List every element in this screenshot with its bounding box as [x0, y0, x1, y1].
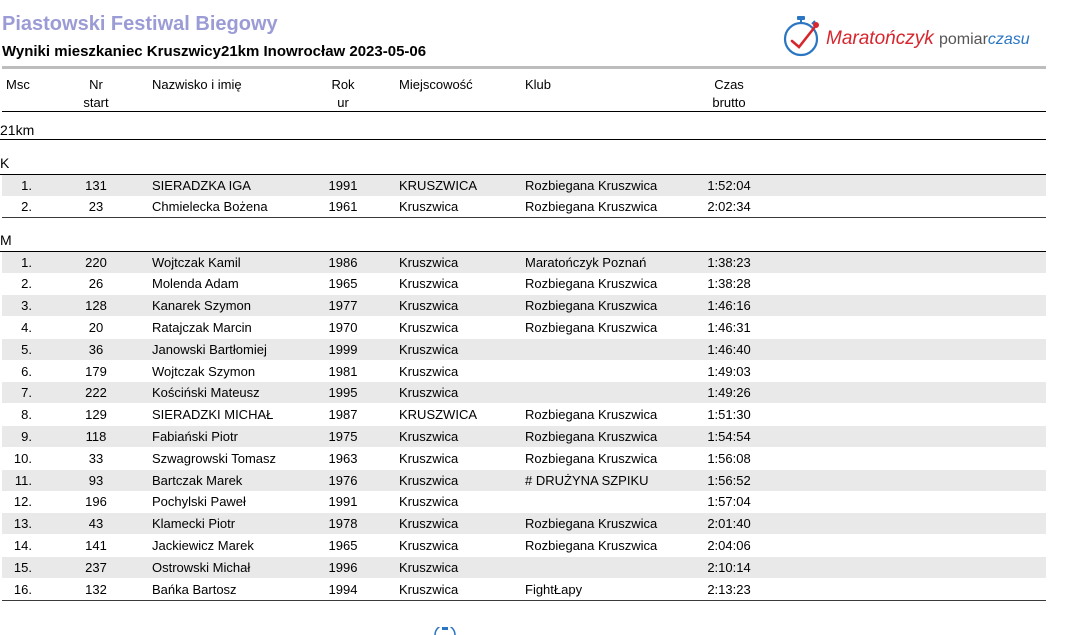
logo-pomiar-text: pomiar [938, 31, 988, 48]
cell-nr: 196 [85, 494, 107, 510]
column-header-divider [2, 111, 1046, 112]
cell-msc: 11. [14, 472, 32, 488]
cell-city: Kruszwica [399, 341, 459, 357]
cell-rok: 1977 [328, 298, 358, 314]
cell-name: Bańka Bartosz [152, 581, 237, 597]
col-header-rok-line1: Rok [331, 77, 355, 92]
cell-name: Klamecki Piotr [152, 516, 236, 532]
cell-nr: 179 [85, 363, 107, 379]
cell-name: SIERADZKI MICHAŁ [152, 407, 274, 423]
cell-rok: 1965 [328, 538, 358, 553]
cell-city: Kruszwica [399, 199, 459, 215]
cell-msc: 5. [21, 341, 32, 357]
cell-name: Ratajczak Marcin [152, 320, 252, 335]
cell-time: 1:57:04 [707, 494, 751, 510]
cell-nr: 23 [88, 199, 104, 215]
col-header-city: Miejscowość [399, 77, 473, 92]
table-row [2, 426, 1046, 447]
page-title: Piastowski Festiwal Biegowy [2, 13, 278, 35]
cell-rok: 1991 [328, 177, 358, 193]
cell-name: Fabiański Piotr [152, 429, 238, 444]
cell-name: Wojtczak Kamil [152, 254, 241, 270]
page-subtitle: Wyniki mieszkaniec Kruszwicy21km Inowrocław 2023-05-06 [2, 43, 427, 60]
table-row [2, 175, 1046, 196]
cell-time: 1:38:23 [707, 254, 751, 270]
cell-msc: 2. [21, 276, 32, 292]
cell-nr: 129 [85, 407, 107, 423]
cell-name: Kanarek Szymon [152, 298, 251, 314]
cell-city: Kruszwica [399, 494, 459, 510]
logo-brand-text: Maratończyk [826, 28, 934, 49]
cell-rok: 1996 [328, 559, 358, 575]
cell-time: 1:49:26 [707, 385, 751, 401]
cell-msc: 16. [13, 581, 32, 597]
cell-msc: 7. [21, 385, 32, 401]
table-row [2, 382, 1046, 403]
cell-msc: 1. [21, 177, 32, 193]
cell-msc: 4. [21, 320, 32, 335]
maratonczyk-logo [778, 14, 1058, 60]
cell-city: Kruszwica [399, 538, 459, 553]
cell-rok: 1975 [328, 429, 358, 444]
table-row [2, 196, 1046, 218]
cell-nr: 141 [85, 538, 107, 553]
table-row [2, 404, 1046, 425]
cell-city: Kruszwica [399, 472, 459, 488]
cell-msc: 2. [21, 199, 32, 215]
table-row [2, 295, 1046, 316]
cell-city: Kruszwica [399, 516, 459, 532]
cell-name: Janowski Bartłomiej [152, 341, 267, 357]
col-header-nr [74, 76, 118, 112]
cell-time: 1:46:31 [707, 320, 751, 335]
table-row [2, 317, 1046, 338]
group-label: M [0, 232, 12, 249]
cell-club: Rozbiegana Kruszwica [525, 177, 658, 193]
cell-time: 1:52:04 [707, 177, 751, 193]
logo-czas-text: czasu [987, 31, 1030, 48]
cell-club: Rozbiegana Kruszwica [525, 276, 658, 292]
cell-city: Kruszwica [399, 254, 459, 270]
cell-city: Kruszwica [399, 363, 459, 379]
cell-nr: 26 [88, 276, 104, 292]
cell-city: Kruszwica [399, 385, 459, 401]
table-row [2, 470, 1046, 491]
cell-msc: 10. [13, 450, 32, 466]
cell-time: 1:46:40 [707, 341, 751, 357]
cell-name: Kościński Mateusz [152, 385, 260, 401]
cell-rok: 1995 [328, 385, 358, 401]
cell-city: Kruszwica [399, 559, 459, 575]
cell-name: Bartczak Marek [152, 472, 243, 488]
cell-rok: 1991 [328, 494, 358, 510]
table-row [2, 273, 1046, 294]
cell-time: 1:51:30 [707, 407, 751, 423]
cell-city: Kruszwica [399, 429, 459, 444]
cell-time: 2:02:34 [707, 199, 751, 215]
cell-time: 2:04:06 [707, 538, 751, 553]
col-header-club: Klub [525, 77, 552, 92]
header-divider [2, 66, 1046, 69]
col-header-time-line2: brutto [712, 95, 746, 110]
cell-rok: 1965 [328, 276, 358, 292]
table-row [2, 361, 1046, 382]
cell-time: 1:49:03 [707, 363, 751, 379]
table-row [2, 339, 1046, 360]
cell-nr: 33 [88, 450, 104, 466]
col-header-time [699, 76, 759, 112]
cell-nr: 36 [88, 341, 104, 357]
cell-nr: 131 [85, 177, 107, 193]
cell-msc: 9. [21, 429, 32, 444]
cell-club: Rozbiegana Kruszwica [525, 320, 658, 335]
stopwatch-icon [778, 14, 824, 58]
col-header-rok [323, 76, 363, 112]
cell-city: KRUSZWICA [399, 407, 477, 423]
cell-rok: 1994 [328, 581, 358, 597]
cell-city: Kruszwica [399, 276, 459, 292]
cell-city: Kruszwica [399, 581, 459, 597]
cell-time: 1:54:54 [707, 429, 751, 444]
cell-city: KRUSZWICA [399, 177, 477, 193]
cell-rok: 1978 [328, 516, 358, 532]
cell-nr: 128 [85, 298, 107, 314]
cell-nr: 220 [85, 254, 107, 270]
cell-time: 1:56:08 [707, 450, 751, 466]
cell-nr: 20 [88, 320, 104, 335]
cell-nr: 93 [88, 472, 104, 488]
cell-name: Ostrowski Michał [152, 559, 251, 575]
cell-city: Kruszwica [399, 320, 459, 335]
table-row [2, 513, 1046, 534]
cell-city: Kruszwica [399, 450, 459, 466]
table-row [2, 579, 1046, 601]
cell-msc: 1. [21, 254, 32, 270]
cell-rok: 1987 [328, 407, 358, 423]
distance-divider [0, 139, 1046, 140]
cell-rok: 1981 [328, 363, 358, 379]
cell-city: Kruszwica [399, 298, 459, 314]
cell-nr: 43 [88, 516, 104, 532]
cell-msc: 14. [13, 538, 32, 553]
cell-nr: 132 [85, 581, 107, 597]
cell-name: Molenda Adam [152, 276, 239, 292]
col-header-rok-line2: ur [337, 95, 349, 110]
col-header-nr-line2: start [83, 95, 109, 110]
table-row [2, 491, 1046, 512]
cell-name: SIERADZKA IGA [152, 177, 251, 193]
cell-rok: 1970 [328, 320, 358, 335]
cell-msc: 3. [21, 298, 32, 314]
footer-stopwatch-icon [430, 627, 460, 635]
cell-club: Rozbiegana Kruszwica [525, 429, 658, 444]
cell-rok: 1999 [328, 341, 358, 357]
cell-club: Rozbiegana Kruszwica [525, 516, 658, 532]
col-header-name: Nazwisko i imię [152, 77, 242, 92]
cell-nr: 118 [85, 429, 107, 444]
cell-msc: 8. [21, 407, 32, 423]
cell-name: Jackiewicz Marek [152, 538, 254, 553]
cell-msc: 13. [13, 516, 32, 532]
cell-time: 2:13:23 [707, 581, 751, 597]
cell-time: 1:46:16 [707, 298, 751, 314]
cell-club: FightŁapy [525, 581, 583, 597]
cell-time: 1:38:28 [707, 276, 751, 292]
group-label: K [0, 155, 10, 171]
cell-msc: 12. [13, 494, 32, 510]
col-header-nr-line1: Nr [89, 77, 103, 92]
table-row [2, 448, 1046, 469]
table-row [2, 557, 1046, 578]
table-row [2, 252, 1046, 273]
col-header-time-line1: Czas [714, 77, 744, 92]
cell-nr: 222 [85, 385, 107, 401]
cell-club: Rozbiegana Kruszwica [525, 199, 658, 215]
cell-club: # DRUŻYNA SZPIKU [525, 472, 649, 488]
cell-rok: 1976 [328, 472, 358, 488]
cell-time: 2:01:40 [707, 516, 751, 532]
cell-rok: 1963 [328, 450, 358, 466]
cell-msc: 15. [13, 559, 32, 575]
cell-time: 1:56:52 [707, 472, 751, 488]
cell-rok: 1986 [328, 254, 358, 270]
cell-time: 2:10:14 [707, 559, 751, 575]
cell-club: Maratończyk Poznań [525, 254, 647, 270]
cell-msc: 6. [21, 363, 32, 379]
cell-club: Rozbiegana Kruszwica [525, 450, 658, 466]
cell-name: Pochylski Paweł [152, 494, 246, 510]
distance-label: 21km [0, 122, 35, 138]
cell-name: Szwagrowski Tomasz [152, 450, 277, 466]
cell-club: Rozbiegana Kruszwica [525, 298, 658, 314]
cell-club: Rozbiegana Kruszwica [525, 538, 658, 553]
cell-rok: 1961 [328, 199, 358, 215]
table-row [2, 535, 1046, 556]
col-header-msc: Msc [6, 77, 30, 92]
cell-name: Chmielecka Bożena [152, 199, 268, 215]
cell-nr: 237 [85, 559, 107, 575]
cell-name: Wojtczak Szymon [152, 363, 256, 379]
cell-club: Rozbiegana Kruszwica [525, 407, 658, 423]
